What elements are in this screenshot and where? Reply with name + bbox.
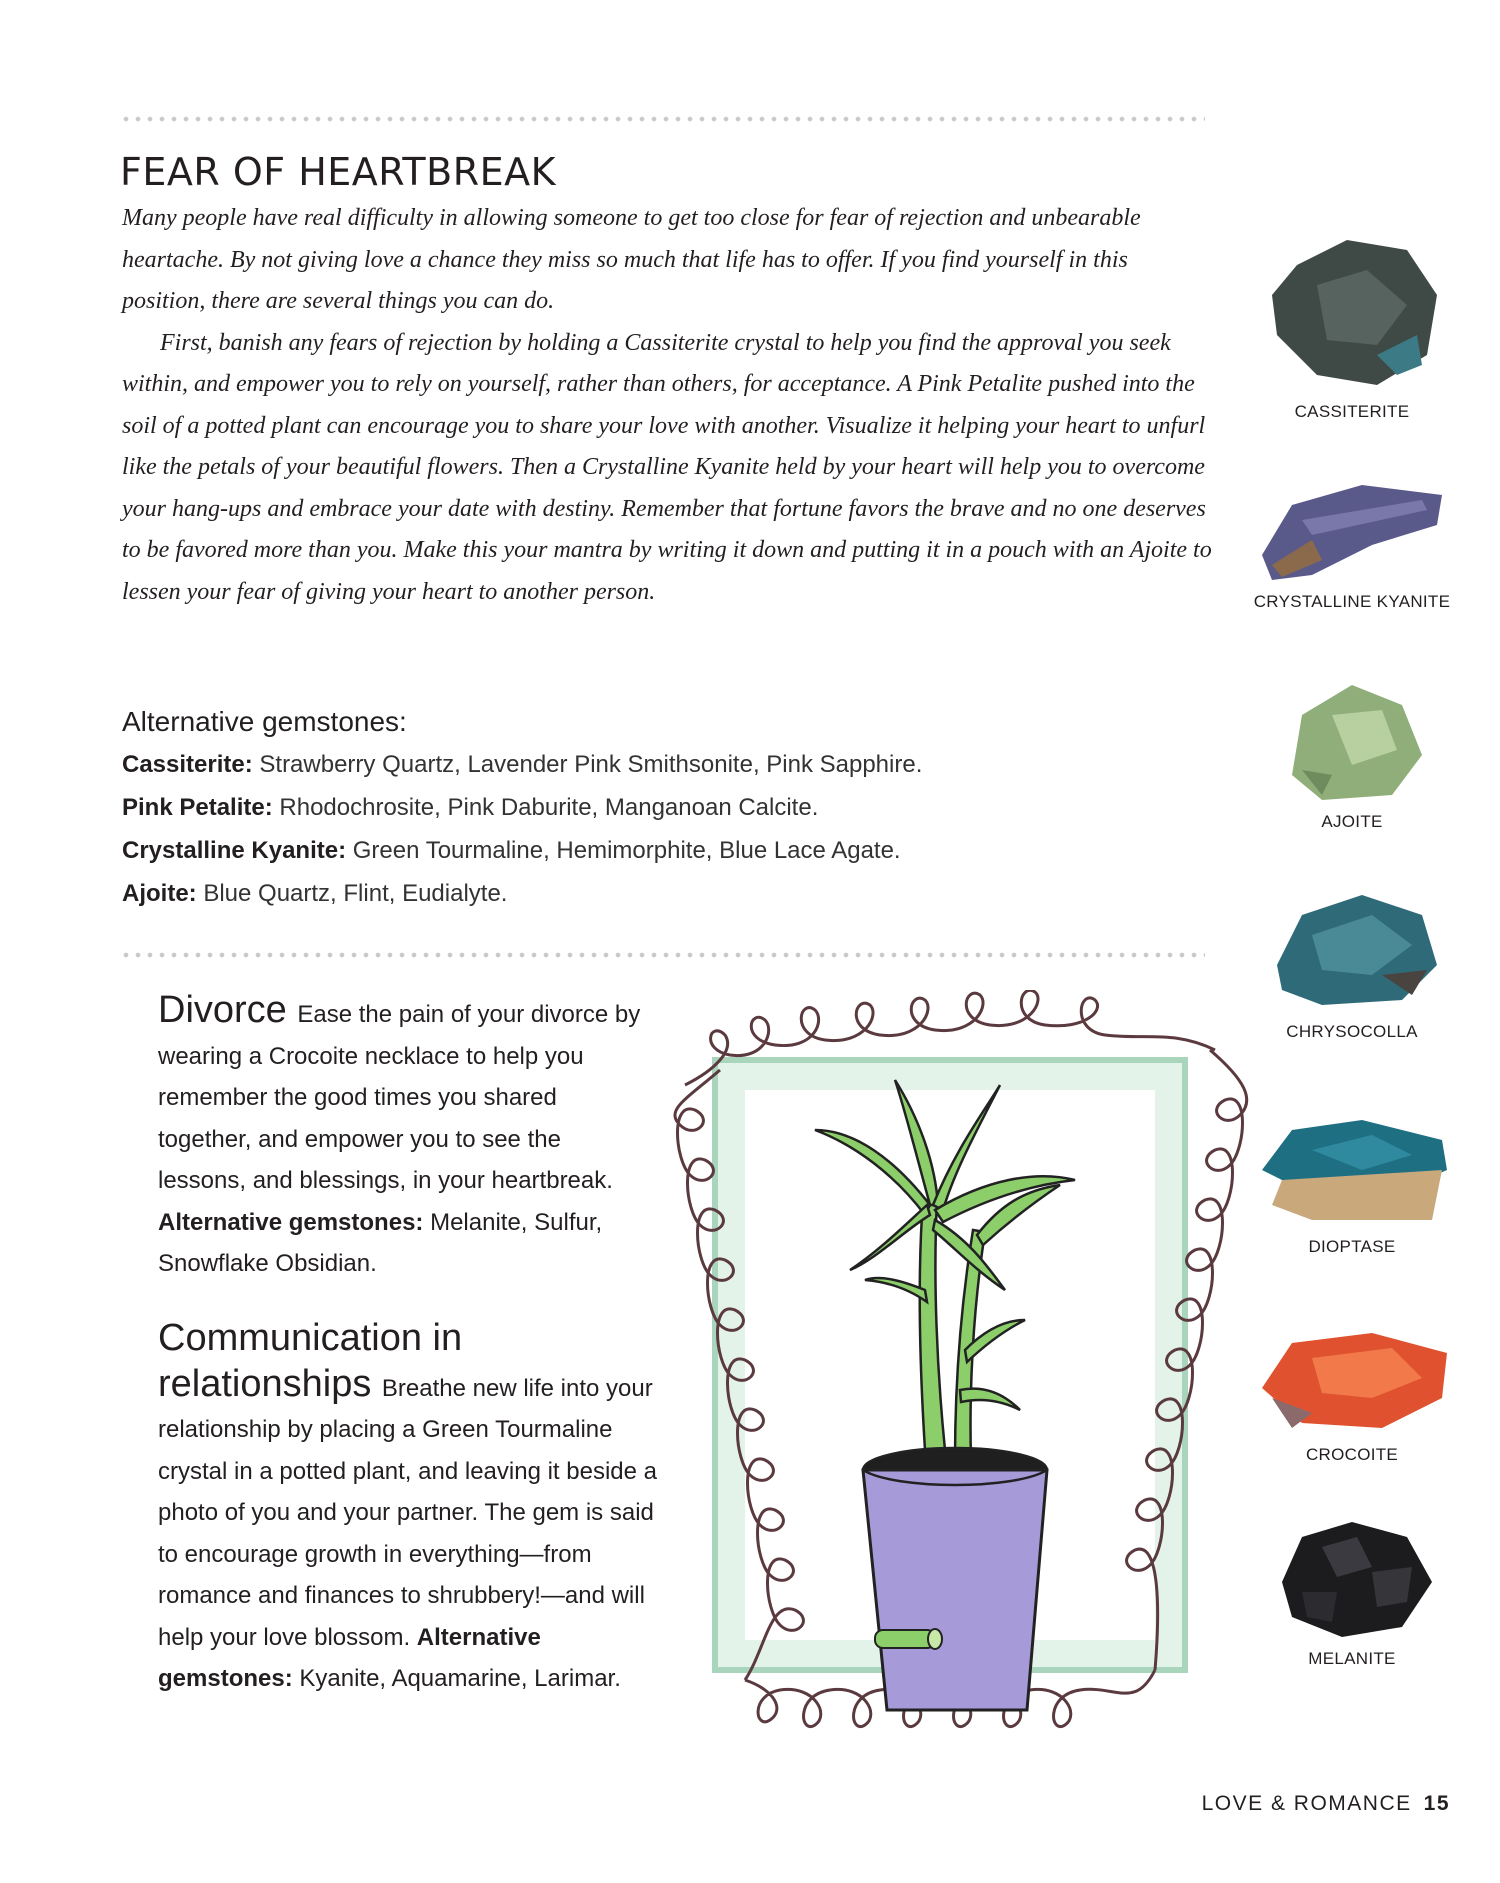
alt-line-pink-petalite [122, 786, 1122, 829]
page-footer [1202, 1792, 1450, 1816]
plant-pot [863, 1470, 1047, 1710]
cassiterite-stone [1257, 225, 1447, 395]
footer-section-title: LOVE & ROMANCE [1201, 1792, 1412, 1815]
gem-label: CASSITERITE [1294, 402, 1410, 421]
gem-crocoite [1246, 1318, 1458, 1466]
alt-line-cassiterite [122, 743, 1122, 786]
crocoite-stone [1252, 1318, 1452, 1438]
page-number: 15 [1423, 1792, 1450, 1815]
alt-gem-values: Green Tourmaline, Hemimorphite, Blue Lace Agate. [352, 837, 901, 864]
alt-gem-name: Pink Petalite: [122, 794, 280, 821]
kyanite-stone [1252, 465, 1452, 585]
intro-paragraph-1: Many people have real difficulty in allowing someone to get too close for fear of rejection and unbearable heartache. By not giving love a chance they miss so much that life has to offer. If you find yourself in this position, there are several things you can do. [122, 205, 1141, 314]
gem-crystalline-kyanite [1246, 465, 1458, 613]
gem-label: AJOITE [1321, 812, 1383, 831]
divorce-body: Ease the pain of your divorce by wearing a Crocoite necklace to help you remember the good times you shared together, and empower you to see the lessons, and blessings, in your heartbreak. [158, 1001, 641, 1194]
ajoite-stone [1272, 675, 1432, 805]
gem-label: CROCOITE [1305, 1445, 1399, 1464]
chrysocolla-stone [1262, 885, 1442, 1015]
gem-label: DIOPTASE [1308, 1237, 1396, 1256]
gem-label: MELANITE [1308, 1649, 1396, 1668]
dotted-divider-top [120, 116, 1205, 122]
melanite-stone [1262, 1512, 1442, 1642]
gem-cassiterite [1246, 225, 1458, 423]
section-heading: FEAR OF HEARTBREAK [120, 150, 557, 194]
stalk-cutting [875, 1629, 942, 1649]
communication-title: Communication in relationships [158, 1317, 463, 1405]
gem-chrysocolla [1246, 885, 1458, 1043]
alt-gem-name: Ajoite: [122, 880, 204, 907]
dioptase-stone [1252, 1110, 1452, 1230]
alt-gem-values: Strawberry Quartz, Lavender Pink Smithsonite, Pink Sapphire. [259, 751, 923, 778]
gem-label: CHRYSOCOLLA [1286, 1022, 1418, 1041]
alt-line-crystalline-kyanite [122, 829, 1122, 872]
dotted-divider-middle [120, 952, 1205, 958]
gem-label: CRYSTALLINE KYANITE [1253, 592, 1451, 611]
divorce-section [158, 990, 648, 1285]
gem-dioptase [1246, 1110, 1458, 1258]
alt-gem-values: Rhodochrosite, Pink Daburite, Manganoan Calcite. [279, 794, 819, 821]
divorce-alt-label: Alternative gemstones: [158, 1208, 431, 1236]
alternative-gemstones [122, 700, 1122, 915]
alt-gem-name: Crystalline Kyanite: [122, 837, 353, 864]
divorce-title: Divorce [158, 989, 298, 1031]
gem-melanite [1246, 1512, 1458, 1670]
gem-ajoite [1246, 675, 1458, 833]
divorce-alt-values: Melanite, Sulfur, Snowflake Obsidian. [158, 1208, 603, 1277]
potted-plant-illustration [655, 990, 1275, 1750]
communication-alt-values: Kyanite, Aquamarine, Larimar. [299, 1665, 621, 1692]
intro-paragraph-2: First, banish any fears of rejection by holding a Cassiterite crystal to help you find the approval you seek within, and empower you to rely on yourself, rather than others, for acceptance. A Pink Petalite pushed into the soil of a potted plant can encourage you to share your love with another. Visualize it helping your heart to unfurl like the petals of your beautiful flowers. Then a Crystalline Kyanite held by your heart will help you to overcome your hang-ups and embrace your date with destiny. Remember that fortune favors the brave and no one deserves to be favored more than you. Make this your mantra by writing it down and putting it in a pouch with an Ajoite to lessen your fear of giving your heart to another person. [122, 329, 1212, 605]
communication-section [158, 1318, 668, 1700]
alternatives-title: Alternative gemstones: [122, 706, 407, 737]
alt-gem-name: Cassiterite: [122, 751, 260, 778]
communication-alt-label: Alternative gemstones: [158, 1623, 541, 1692]
alt-gem-values: Blue Quartz, Flint, Eudialyte. [203, 880, 508, 907]
communication-body: Breathe new life into your relationship by placing a Green Tourmaline crystal in a potted plant, and leaving it beside a photo of you and your partner. The gem is said to encourage growth in everything—from romance and finances to shrubbery!—and will help your love blossom. [158, 1374, 657, 1651]
intro-text [122, 198, 1212, 613]
alt-line-ajoite [122, 872, 1122, 915]
